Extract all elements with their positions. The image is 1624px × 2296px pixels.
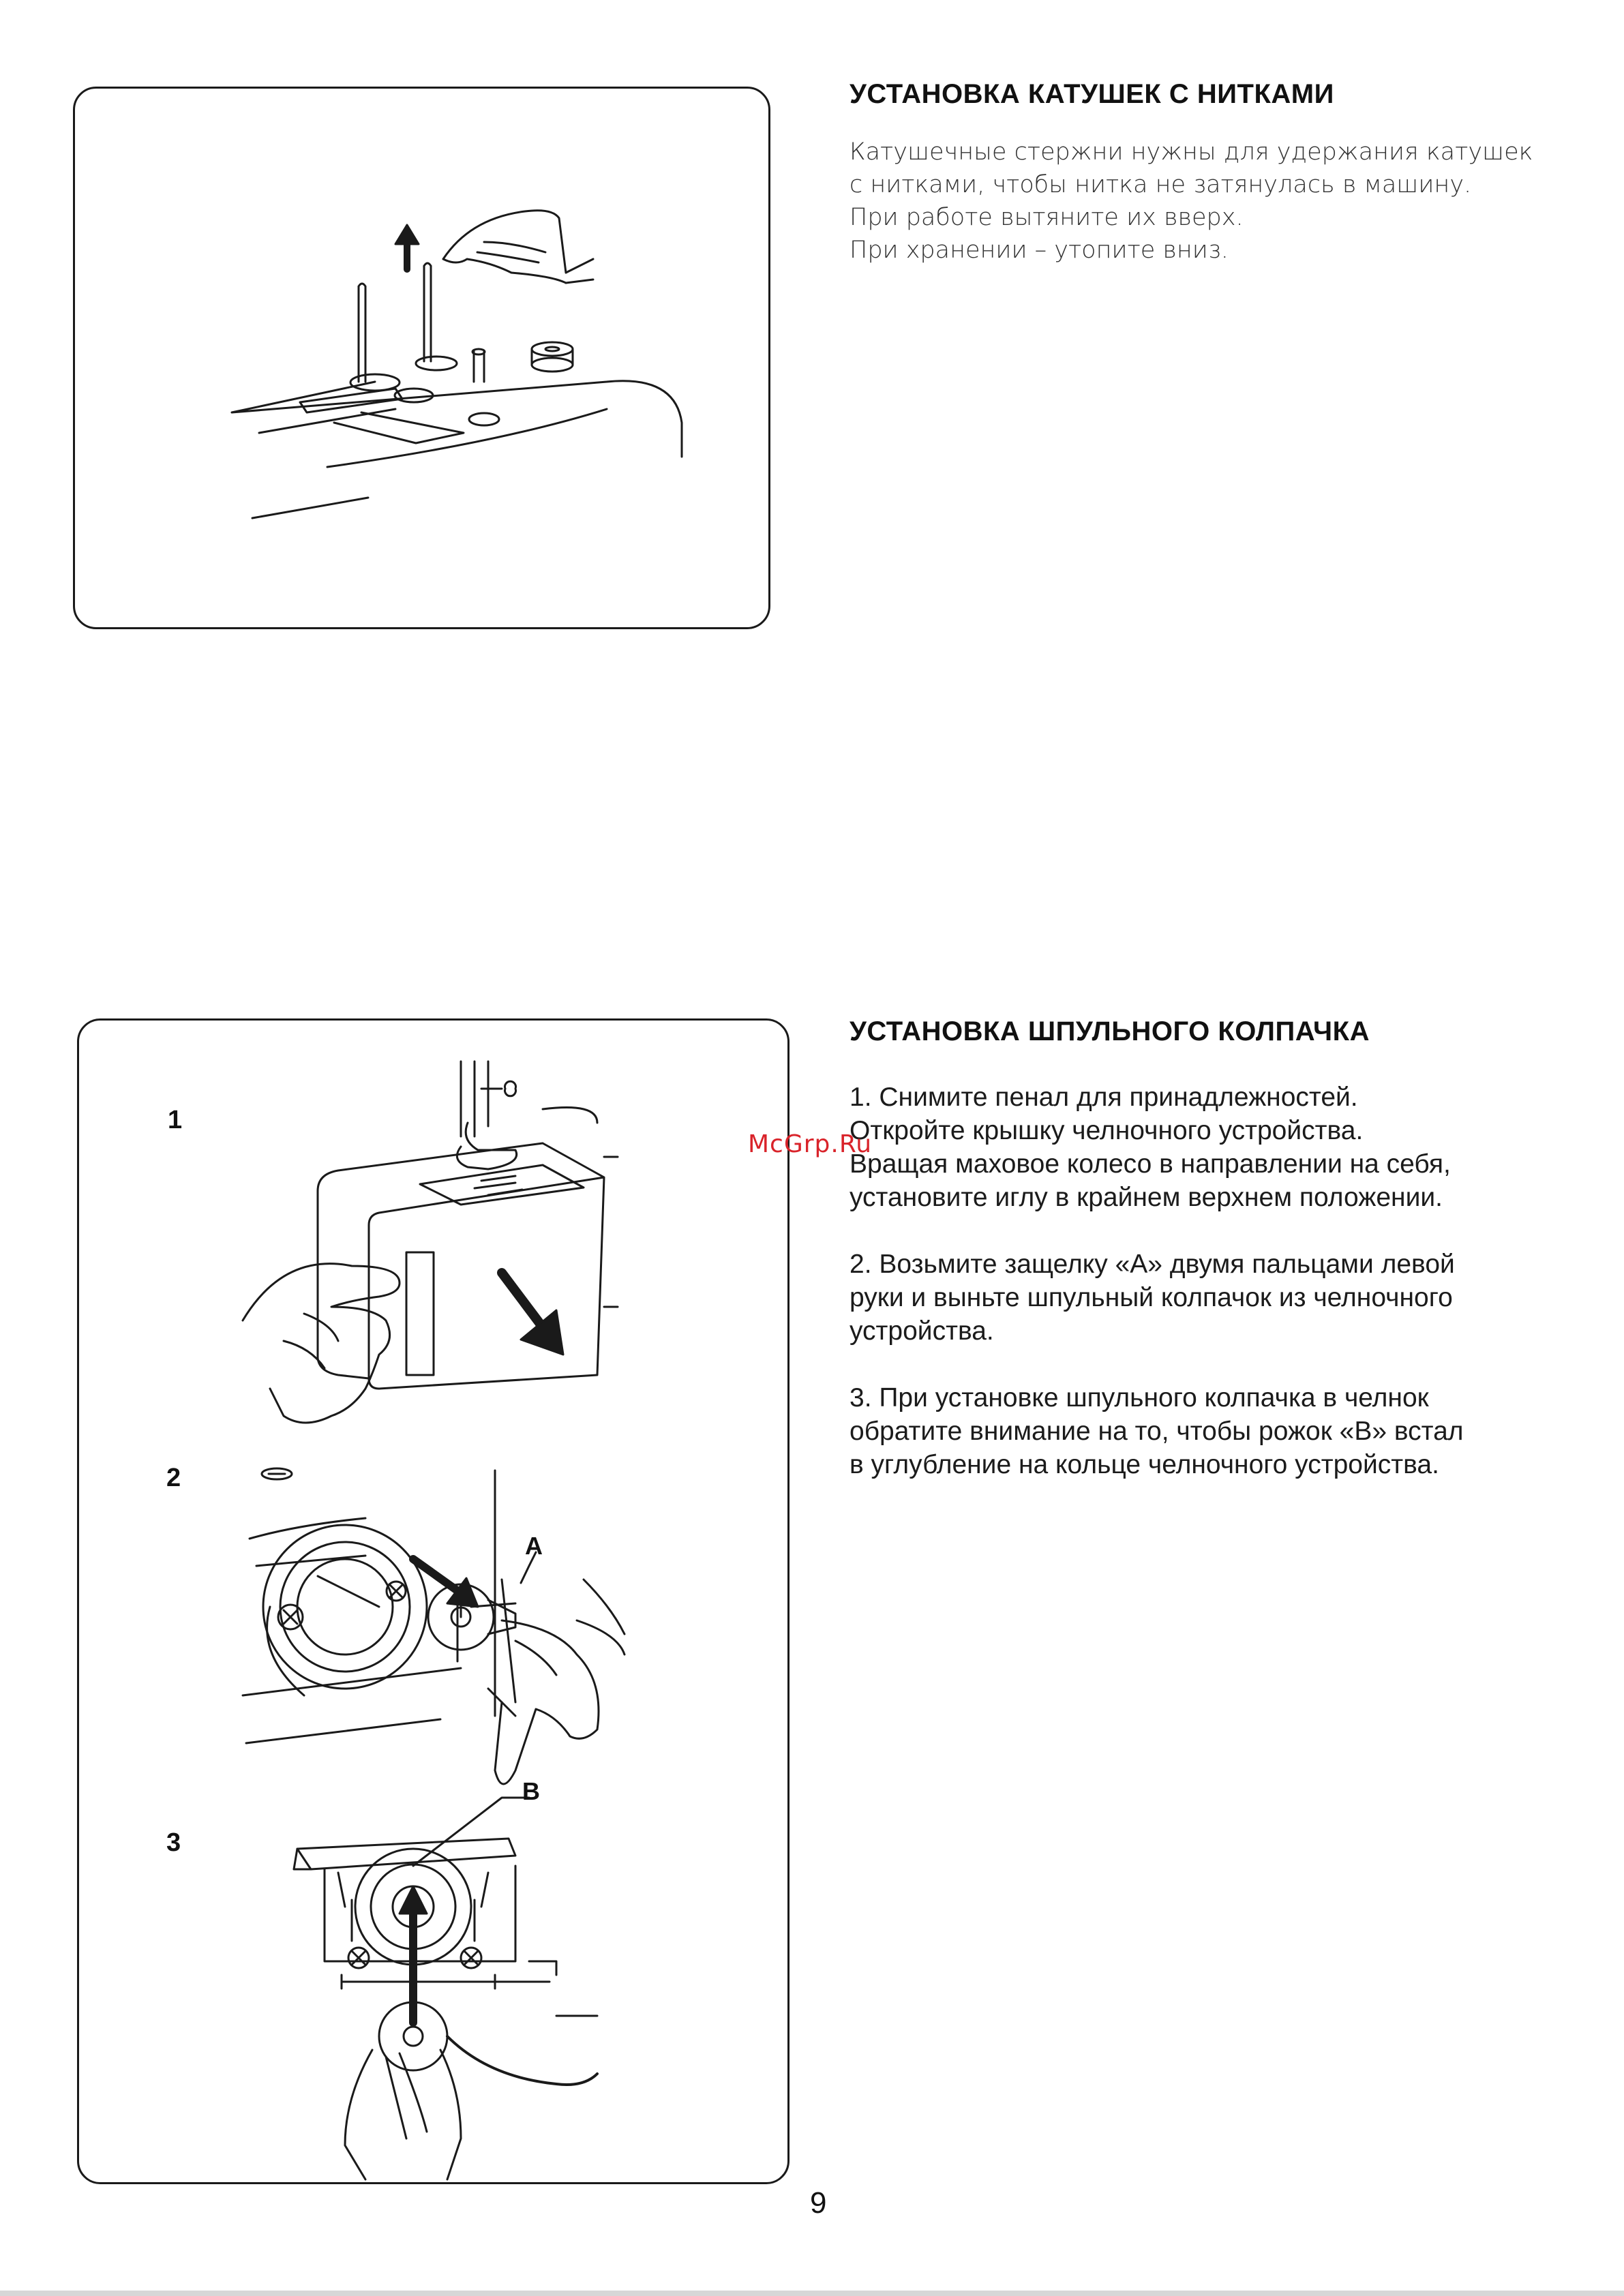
step-line: 1. Снимите пенал для принадлежностей. [849, 1083, 1358, 1112]
step-line: Откройте крышку челночного устройства. [849, 1116, 1364, 1145]
step-line: обратите внимание на то, чтобы рожок «В» встал [849, 1417, 1464, 1446]
instruction-step-1 [849, 1081, 1572, 1214]
callout-horn-b: B [522, 1777, 540, 1805]
figure-3-insert-bobbin-case [294, 1798, 597, 2179]
bobbin-case-illustration-panel [77, 1018, 790, 2184]
step-line: установите иглу в крайнем верхнем положении. [849, 1183, 1443, 1212]
bobbin-case-illustration [79, 1021, 792, 2186]
step-line: 3. При установке шпульного колпачка в челнок [849, 1383, 1429, 1413]
step-line: Вращая маховое колесо в направлении на себя, [849, 1149, 1451, 1179]
paragraph-line: Катушечные стержни нужны для удержания катушек [849, 138, 1533, 166]
step-line: в углубление на кольце челночного устройства. [849, 1450, 1439, 1479]
figure-label-step-2: 2 [166, 1464, 181, 1492]
figure-1-open-cover [243, 1061, 618, 1423]
watermark-text: McGrp.Ru [748, 1130, 873, 1158]
instruction-step-2 [849, 1248, 1572, 1348]
step-line: устройства. [849, 1316, 994, 1346]
page-number: 9 [810, 2186, 827, 2220]
step-line: руки и выньте шпульный колпачок из челночного [849, 1283, 1453, 1312]
paragraph-line: При работе вытяните их вверх. [849, 204, 1244, 231]
spool-install-paragraph [849, 136, 1545, 267]
spool-pin-illustration-panel [73, 87, 770, 629]
paragraph-line: с нитками, чтобы нитка не затянулась в машину. [849, 171, 1472, 198]
section-title-spool-install: УСТАНОВКА КАТУШЕК С НИТКАМИ [849, 79, 1334, 109]
bobbin-case-steps [849, 1081, 1572, 1515]
figure-label-step-1: 1 [168, 1106, 183, 1134]
paragraph-line: При хранении – утопите вниз. [849, 237, 1229, 264]
bottom-rule [0, 2291, 1624, 2296]
section-title-bobbin-case-install: УСТАНОВКА ШПУЛЬНОГО КОЛПАЧКА [849, 1016, 1370, 1046]
callout-latch-a: A [525, 1532, 543, 1560]
spool-pin-illustration [75, 89, 772, 631]
step-line: 2. Возьмите защелку «А» двумя пальцами левой [849, 1250, 1455, 1279]
figure-2-remove-bobbin-case [243, 1468, 625, 1784]
instruction-step-3 [849, 1381, 1572, 1481]
figure-label-step-3: 3 [166, 1828, 181, 1857]
